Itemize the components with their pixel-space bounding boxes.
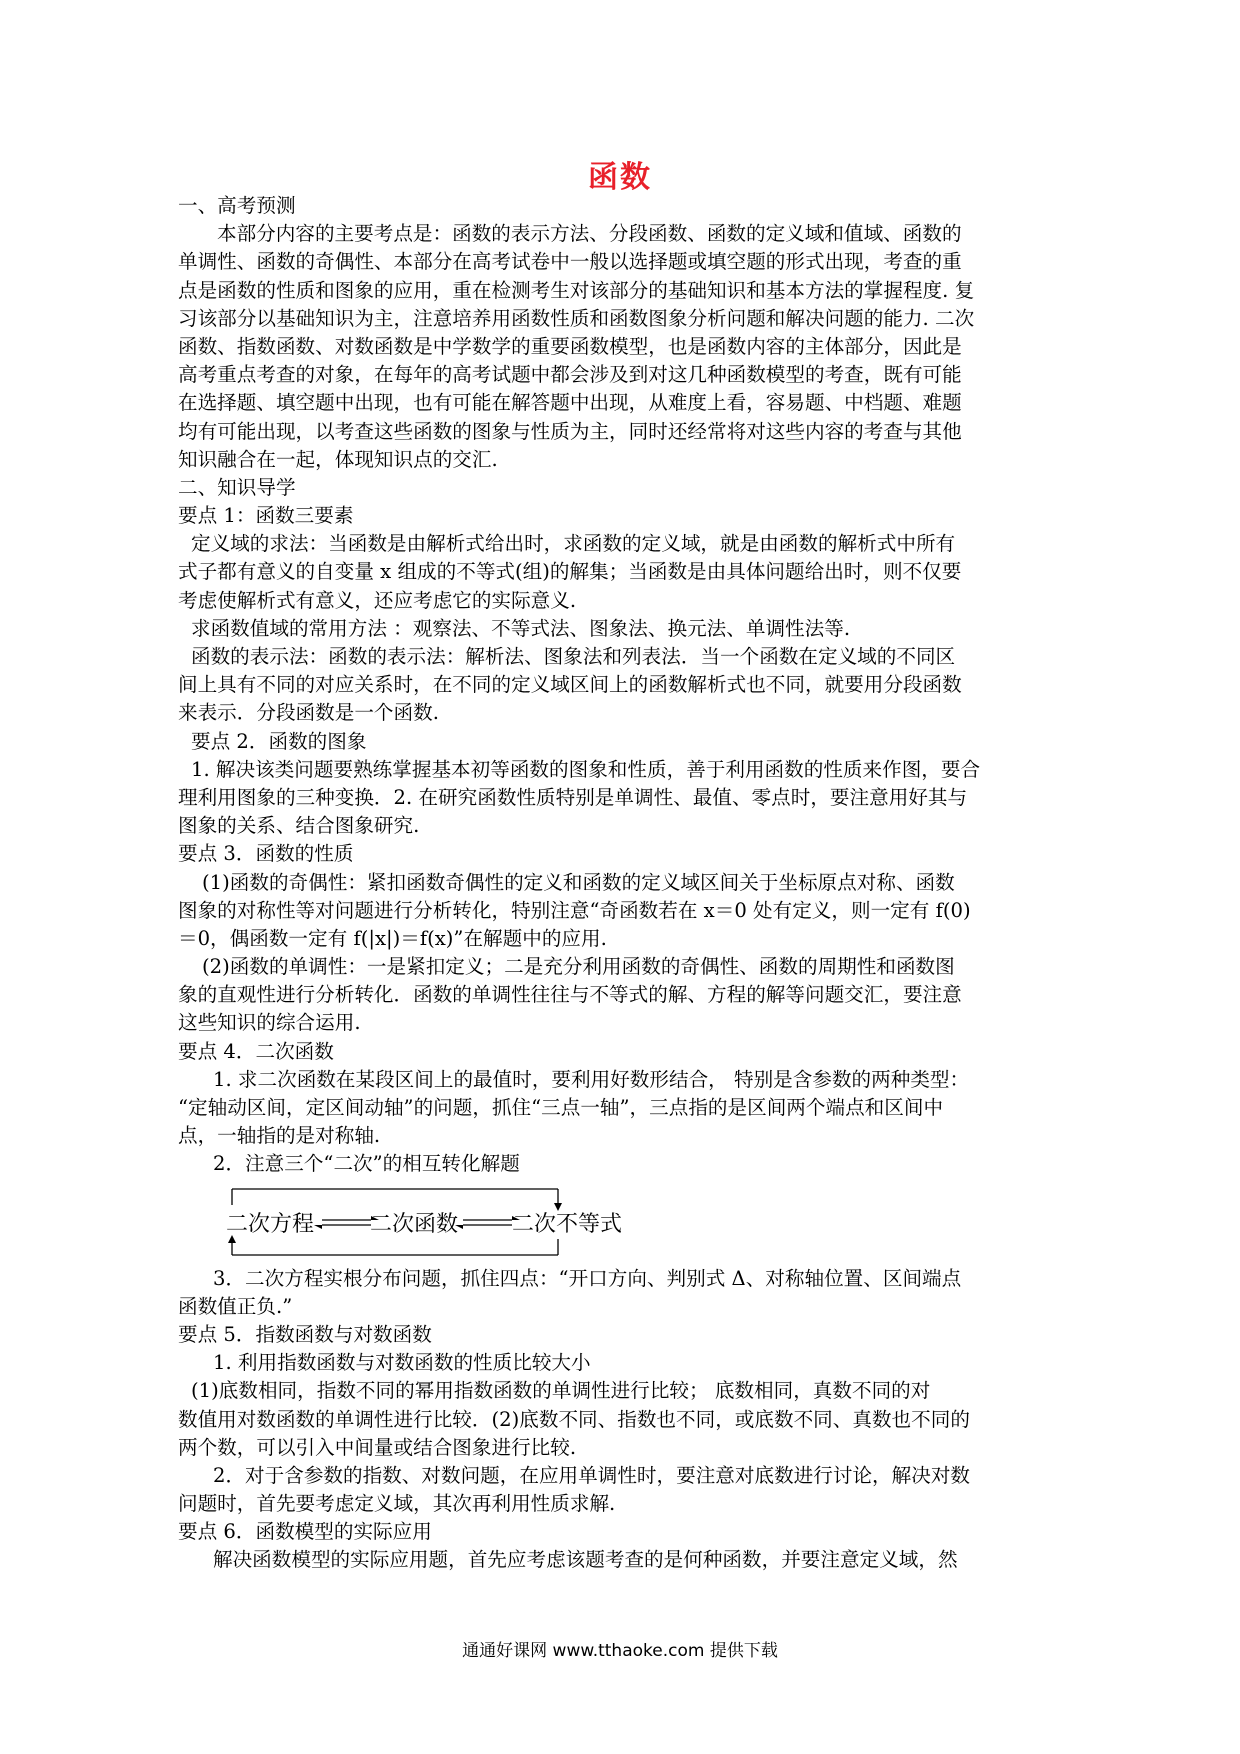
paragraph-line: 求函数值域的常用方法 ：观察法、不等式法、图象法、换元法、单调性法等. bbox=[191, 616, 851, 640]
paragraph-line: 高考重点考查的对象，在每年的高考试题中都会涉及到对这几种函数模型的考查，既有可能 bbox=[178, 363, 962, 387]
paragraph-line: 间上具有不同的对应关系时，在不同的定义域区间上的函数解析式也不同，就要用分段函数 bbox=[178, 673, 962, 697]
paragraph-line: 理利用图象的三种变换．2. 在研究函数性质特别是单调性、最值、零点时，要注意用好其与 bbox=[178, 785, 968, 809]
term-quadratic-function: 二次函数 bbox=[370, 1211, 459, 1237]
subsection-heading: 要点 5．指数函数与对数函数 bbox=[178, 1322, 432, 1346]
paragraph-line: 定义域的求法：当函数是由解析式给出时，求函数的定义域，就是由函数的解析式中所有 bbox=[191, 532, 956, 556]
quadratic-relation-diagram bbox=[178, 1183, 1068, 1259]
paragraph-line: (2)函数的单调性：一是紧扣定义；二是充分利用函数的奇偶性、函数的周期性和函数图 bbox=[202, 955, 955, 979]
relation-arrows bbox=[178, 1183, 638, 1259]
paragraph-line: 来表示．分段函数是一个函数. bbox=[178, 701, 439, 725]
section-heading: 二、知识导学 bbox=[178, 475, 296, 499]
paragraph-line: 这些知识的综合运用. bbox=[178, 1011, 361, 1035]
paragraph-line: 象的直观性进行分析转化．函数的单调性往往与不等式的解、方程的解等问题交汇，要注意 bbox=[178, 983, 962, 1007]
paragraph-line: 点是函数的性质和图象的应用，重在检测考生对该部分的基础知识和基本方法的掌握程度. 复 bbox=[178, 278, 975, 302]
section-heading: 一、高考预测 bbox=[178, 194, 296, 217]
paragraph-line: (1)函数的奇偶性：紧扣函数奇偶性的定义和函数的定义域区间关于坐标原点对称、函数 bbox=[202, 870, 955, 894]
paragraph-line: 1. 解决该类问题要熟练掌握基本初等函数的图象和性质，善于利用函数的性质来作图，要合 bbox=[191, 757, 981, 781]
subsection-heading: 要点 1：函数三要素 bbox=[178, 504, 354, 528]
paragraph-line: 两个数，可以引入中间量或结合图象进行比较. bbox=[178, 1435, 577, 1459]
term-quadratic-equation: 二次方程 bbox=[226, 1211, 315, 1237]
paragraph-line: 函数、指数函数、对数函数是中学数学的重要函数模型，也是函数内容的主体部分，因此是 bbox=[178, 334, 962, 358]
paragraph-line: 均有可能出现，以考查这些函数的图象与性质为主，同时还经常将对这些内容的考查与其他 bbox=[178, 419, 962, 443]
down-arrow-head bbox=[554, 1203, 562, 1211]
paragraph-line: 图象的关系、结合图象研究. bbox=[178, 814, 420, 838]
paragraph-line: 习该部分以基础知识为主，注意培养用函数性质和函数图象分析问题和解决问题的能力. 二次 bbox=[178, 306, 975, 330]
paragraph-line: 图象的对称性等对问题进行分析转化，特别注意“奇函数若在 x＝0 处有定义，则一定有 f(0) bbox=[178, 898, 971, 922]
subsection-heading: 要点 3．函数的性质 bbox=[178, 842, 354, 866]
paragraph-line: 3．二次方程实根分布问题，抓住四点：“开口方向、判别式 Δ、对称轴位置、区间端点 bbox=[213, 1266, 962, 1290]
term-quadratic-inequality: 二次不等式 bbox=[512, 1211, 623, 1237]
paragraph-line: 1. 求二次函数在某段区间上的最值时，要利用好数形结合， 特别是含参数的两种类型： bbox=[213, 1067, 970, 1091]
paragraph-line: 在选择题、填空题中出现，也有可能在解答题中出现，从难度上看，容易题、中档题、难题 bbox=[178, 391, 962, 415]
subsection-heading: 要点 6．函数模型的实际应用 bbox=[178, 1520, 432, 1544]
paragraph-line: “定轴动区间，定区间动轴”的问题，抓住“三点一轴”，三点指的是区间两个端点和区间中 bbox=[178, 1096, 944, 1119]
paragraph-line: 式子都有意义的自变量 x 组成的不等式(组)的解集；当函数是由具体问题给出时，则不仅要 bbox=[178, 560, 962, 584]
paragraph-line: ＝0，偶函数一定有 f(|x|)＝f(x)”在解题中的应用. bbox=[178, 926, 607, 950]
paragraph-line: 2．对于含参数的指数、对数问题，在应用单调性时，要注意对底数进行讨论，解决对数 bbox=[213, 1463, 971, 1487]
subsection-heading: 要点 2．函数的图象 bbox=[191, 729, 367, 753]
paragraph-line: 点，一轴指的是对称轴. bbox=[178, 1124, 381, 1148]
paragraph-line: 问题时，首先要考虑定义域，其次再利用性质求解. bbox=[178, 1492, 616, 1516]
document-body bbox=[178, 192, 1068, 1575]
paragraph-line: 2．注意三个“二次”的相互转化解题 bbox=[213, 1152, 520, 1176]
paragraph-line: 数值用对数函数的单调性进行比较．(2)底数不同、指数也不同，或底数不同、真数也不同的 bbox=[178, 1407, 970, 1431]
paragraph-line: 解决函数模型的实际应用题，首先应考虑该题考查的是何种函数，并要注意定义域，然 bbox=[213, 1548, 958, 1572]
paragraph-line: 函数值正负.” bbox=[178, 1294, 293, 1318]
paragraph-line: 知识融合在一起，体现知识点的交汇. bbox=[178, 447, 498, 471]
paragraph-line: 函数的表示法：函数的表示法：解析法、图象法和列表法．当一个函数在定义域的不同区 bbox=[191, 645, 956, 668]
left-arrow-icon bbox=[314, 1225, 322, 1229]
subsection-heading: 要点 4．二次函数 bbox=[178, 1039, 334, 1063]
paragraph-line: 本部分内容的主要考点是：函数的表示方法、分段函数、函数的定义域和值域、函数的 bbox=[217, 222, 962, 246]
paragraph-line: (1)底数相同，指数不同的幂用指数函数的单调性进行比较； 底数相同，真数不同的对 bbox=[191, 1379, 931, 1403]
paragraph-line: 考虑使解析式有意义，还应考虑它的实际意义. bbox=[178, 588, 577, 612]
paragraph-line: 1. 利用指数函数与对数函数的性质比较大小 bbox=[213, 1351, 591, 1375]
page-title: 函数 bbox=[588, 160, 652, 195]
page-footer: 通通好课网 www.tthaoke.com 提供下载 bbox=[462, 1641, 778, 1661]
paragraph-line: 单调性、函数的奇偶性、本部分在高考试卷中一般以选择题或填空题的形式出现，考查的重 bbox=[178, 250, 962, 274]
